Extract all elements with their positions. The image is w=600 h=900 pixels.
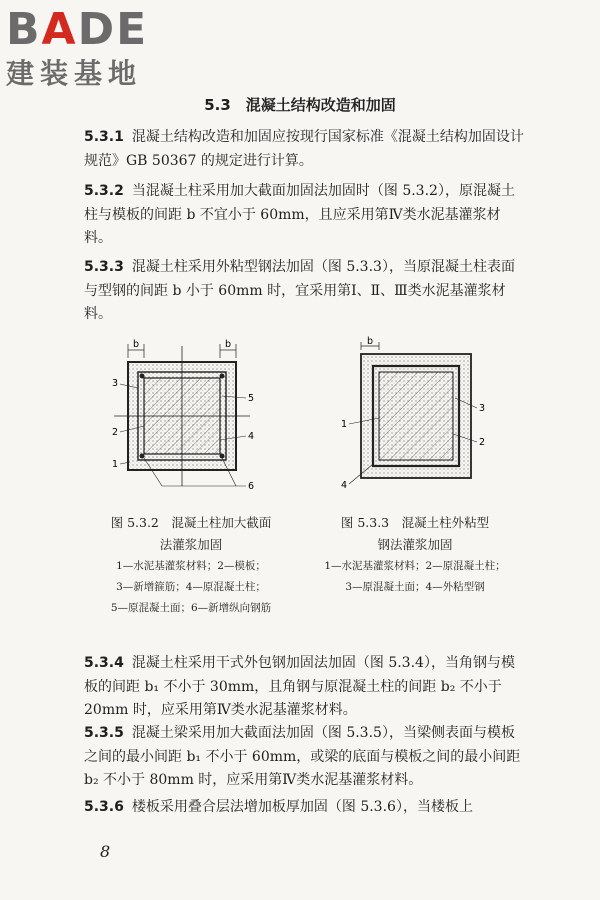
svg-text:1: 1: [112, 459, 119, 470]
paragraph-5-3-4: 5.3.4 混凝土柱采用干式外包钢加固法加固（图 5.3.4），当角钢与模板的间距 b₁ 不小于 30mm，且角钢与原混凝土柱的间距 b₂ 不小于 20mm 时，应采用第Ⅳ类水泥基灌浆材料。: [84, 655, 515, 718]
logo-subtitle: 建装基地: [6, 57, 143, 90]
svg-text:2: 2: [479, 437, 486, 448]
figure-5-3-3-caption: 图 5.3.3 混凝土柱外粘型 钢法灌浆加固: [340, 515, 490, 552]
svg-text:6: 6: [248, 481, 255, 492]
svg-text:b: b: [133, 339, 140, 350]
logo-wordmark: BADE: [6, 4, 149, 55]
paragraph-5-3-3: 5.3.3 混凝土柱采用外粘型钢法加固（图 5.3.3），当原混凝土柱表面与型钢的间距 b 小于 60mm 时，宜采用第Ⅰ、Ⅱ、Ⅲ类水泥基灌浆材料。: [84, 259, 515, 322]
figure-5-3-2-legend: 1—水泥基灌浆材料；2—模板； 3—新增箍筋；4—原混凝土柱； 5—原混凝土面；6—新增纵向钢筋: [110, 560, 272, 614]
figure-5-3-2-drawing: [104, 336, 274, 506]
original-column: [379, 372, 453, 460]
figure-5-3-2: [104, 336, 274, 506]
section-title: 5.3 混凝土结构改造和加固: [204, 96, 396, 114]
figure-5-3-3-legend: 1—水泥基灌浆材料；2—原混凝土柱； 3—原混凝土面；4—外粘型钢: [324, 560, 506, 593]
figure-5-3-3-drawing: [335, 336, 505, 506]
paragraph-5-3-5: 5.3.5 混凝土梁采用加大截面法加固（图 5.3.5），当梁侧表面与模板之间的最小间距 b₁ 不小于 60mm，或梁的底面与模板之间的最小间距 b₂ 不小于 80mm 时，应采用第Ⅳ类水泥基灌浆材料。: [84, 725, 521, 788]
svg-text:2: 2: [112, 427, 119, 438]
svg-text:b: b: [367, 336, 374, 347]
svg-text:5: 5: [248, 393, 255, 404]
figure-5-3-2-caption: 图 5.3.2 混凝土柱加大截面 法灌浆加固: [110, 515, 272, 552]
paragraph-5-3-6: 5.3.6 楼板采用叠合层法增加板厚加固（图 5.3.6），当楼板上: [84, 799, 473, 815]
page-number: 8: [100, 842, 111, 861]
figure-5-3-3: [335, 336, 505, 506]
logo: [6, 6, 176, 90]
svg-text:4: 4: [248, 431, 255, 442]
paragraph-5-3-1: 5.3.1 混凝土结构改造和加固应按现行国家标准《混凝土结构加固设计规范》GB 50367 的规定进行计算。: [84, 129, 524, 169]
svg-text:4: 4: [341, 480, 348, 491]
svg-text:b: b: [225, 339, 232, 350]
svg-text:3: 3: [112, 378, 119, 389]
svg-text:1: 1: [341, 419, 348, 430]
paragraph-5-3-2: 5.3.2 当混凝土柱采用加大截面加固法加固时（图 5.3.2），原混凝土柱与模板的间距 b 不宜小于 60mm，且应采用第Ⅳ类水泥基灌浆材料。: [84, 183, 515, 246]
svg-text:3: 3: [479, 403, 486, 414]
